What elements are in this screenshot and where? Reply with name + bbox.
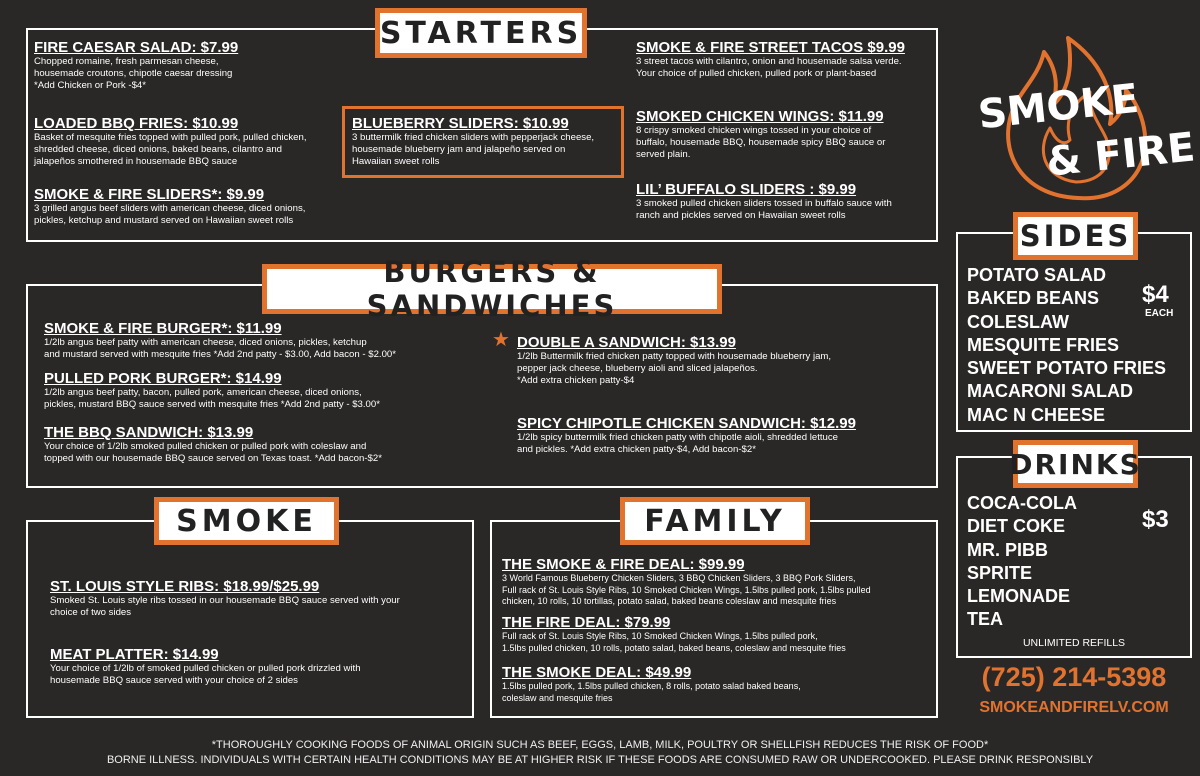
- menu-item: [44, 424, 484, 465]
- item-name: FIRE CAESAR SALAD: $7.99: [34, 39, 239, 56]
- starters-title: STARTERS: [375, 8, 587, 58]
- item-name: SMOKE & FIRE STREET TACOS $9.99: [636, 39, 905, 56]
- menu-item: [636, 108, 932, 161]
- menu-item: [517, 415, 927, 456]
- item-desc: 3 smoked pulled chicken sliders tossed in buffalo sauce with ranch and pickles served on Hawaiian sweet rolls: [636, 198, 892, 221]
- item-name: SMOKE & FIRE SLIDERS*: $9.99: [34, 186, 265, 203]
- disclaimer-line2: BORNE ILLNESS. INDIVIDUALS WITH CERTAIN HEALTH CONDITIONS MAY BE AT HIGHER RISK IF THESE FOODS ARE CONSUMED RAW OR UNDERCOOKED. PLEASE DRINK RESPONSIBLY: [106, 754, 1094, 766]
- item-desc: Your choice of 1/2lb of smoked pulled chicken or pulled pork drizzled with housemade BBQ sauce served with your choice of 2 sides: [50, 663, 361, 686]
- item-name: THE SMOKE & FIRE DEAL: $99.99: [502, 556, 745, 573]
- item-name: LOADED BBQ FRIES: $10.99: [34, 115, 239, 132]
- list-item: MACARONI SALAD: [967, 381, 1133, 402]
- item-name: THE FIRE DEAL: $79.99: [502, 614, 671, 631]
- menu-item: [50, 646, 460, 687]
- item-name: DOUBLE A SANDWICH: $13.99: [517, 334, 736, 351]
- disclaimer-line1: *THOROUGHLY COOKING FOODS OF ANIMAL ORIGIN SUCH AS BEEF, EGGS, LAMB, MILK, POULTRY OR SHELLFISH REDUCES THE RISK OF FOOD*: [211, 739, 989, 751]
- item-name: SMOKE & FIRE BURGER*: $11.99: [44, 320, 282, 337]
- menu-item: [44, 320, 484, 361]
- drinks-list: [967, 492, 1077, 632]
- sides-title: SIDES: [1013, 212, 1138, 260]
- drinks-price: $3: [1142, 506, 1169, 533]
- list-item: TEA: [967, 609, 1003, 630]
- sides-list: [967, 264, 1166, 427]
- list-item: MR. PIBB: [967, 539, 1048, 560]
- menu-item-featured: [342, 106, 624, 178]
- item-name: LIL’ BUFFALO SLIDERS : $9.99: [636, 181, 857, 198]
- item-desc: 3 World Famous Blueberry Chicken Sliders, 3 BBQ Chicken Sliders, 3 BBQ Pork Sliders, Full rack of St. Louis Style Ribs, 10 Smoked Chicken Wings, 1.5lbs pulled pork, 1.5lbs pulled chicken, 10 rolls, 10 tortillas, potato salad, baked beans coleslaw and mesquite fries: [502, 573, 871, 606]
- family-title: FAMILY: [620, 497, 810, 545]
- item-desc: 1/2lb Buttermilk fried chicken patty topped with housemade blueberry jam, pepper jack cheese, blueberry aioli and sliced jalapeños. *Add extra chicken patty-$4: [517, 351, 832, 386]
- menu-item: [34, 186, 344, 227]
- list-item: MAC N CHEESE: [967, 404, 1106, 425]
- menu-item: [34, 115, 344, 168]
- item-name: MEAT PLATTER: $14.99: [50, 646, 219, 663]
- item-desc: 3 street tacos with cilantro, onion and housemade salsa verde. Your choice of pulled chicken, pulled pork or plant-based: [636, 56, 902, 79]
- item-desc: Full rack of St. Louis Style Ribs, 10 Smoked Chicken Wings, 1.5lbs pulled pork, 1.5lbs pulled chicken, 10 rolls, potato salad, baked beans, coleslaw and mesquite fries: [502, 631, 846, 653]
- menu-item: [517, 334, 927, 387]
- logo-line2: & FIRE: [1044, 124, 1198, 186]
- item-desc: 1/2lb spicy buttermilk fried chicken patty with chipotle aioli, shredded lettuce and pickles. *Add extra chicken patty-$4, Add bacon-$2*: [517, 432, 839, 455]
- list-item: BAKED BEANS: [967, 288, 1100, 309]
- list-item: DIET COKE: [967, 516, 1066, 537]
- list-item: SPRITE: [967, 562, 1033, 583]
- item-name: SPICY CHIPOTLE CHICKEN SANDWICH: $12.99: [517, 415, 856, 432]
- menu-item: [502, 614, 934, 654]
- item-desc: Your choice of 1/2lb smoked pulled chicken or pulled pork with coleslaw and topped with our housemade BBQ sauce served on Texas toast. *Add bacon-$2*: [44, 441, 382, 464]
- menu-item: [44, 370, 484, 411]
- list-item: COLESLAW: [967, 311, 1069, 332]
- list-item: SWEET POTATO FRIES: [967, 358, 1167, 379]
- item-name: ST. LOUIS STYLE RIBS: $18.99/$25.99: [50, 578, 320, 595]
- list-item: COCA-COLA: [967, 493, 1077, 513]
- list-item: POTATO SALAD: [967, 265, 1106, 285]
- item-desc: Chopped romaine, fresh parmesan cheese, housemade croutons, chipotle caesar dressing *Add Chicken or Pork -$4*: [34, 56, 233, 91]
- item-desc: 1/2lb angus beef patty with american cheese, diced onions, pickles, ketchup and mustard served with mesquite fries *Add 2nd patty - $3.00, Add bacon - $2.00*: [44, 337, 396, 360]
- item-name: THE BBQ SANDWICH: $13.99: [44, 424, 254, 441]
- logo-line1: SMOKE: [976, 75, 1141, 139]
- website-link[interactable]: SMOKEANDFIRELV.COM: [979, 699, 1169, 716]
- list-item: LEMONADE: [967, 586, 1070, 607]
- menu-item: [502, 664, 934, 704]
- sides-each-label: EACH: [1145, 308, 1174, 319]
- menu-item: [636, 181, 932, 222]
- smoke-panel: [26, 520, 474, 718]
- item-desc: Smoked St. Louis style ribs tossed in our housemade BBQ sauce served with your choice of two sides: [50, 595, 400, 618]
- logo: [960, 12, 1198, 202]
- item-name: BLUEBERRY SLIDERS: $10.99: [352, 115, 569, 132]
- menu-item: [636, 39, 932, 80]
- item-desc: 1.5lbs pulled pork, 1.5lbs pulled chicken, 8 rolls, potato salad baked beans, coleslaw and mesquite fries: [502, 681, 801, 703]
- item-desc: 3 buttermilk fried chicken sliders with pepperjack cheese, housemade blueberry jam and jalapeño served on Hawaiian sweet rolls: [352, 132, 595, 167]
- refills-note: UNLIMITED REFILLS: [1022, 637, 1126, 649]
- item-desc: Basket of mesquite fries topped with pulled pork, pulled chicken, shredded cheese, diced onions, baked beans, cilantro and jalapeños smothered in housemade BBQ sauce: [34, 132, 307, 167]
- star-icon: ★: [492, 329, 510, 351]
- item-name: PULLED PORK BURGER*: $14.99: [44, 370, 282, 387]
- menu-item: [50, 578, 460, 619]
- sides-price: $4: [1142, 281, 1169, 308]
- list-item: MESQUITE FRIES: [967, 334, 1120, 355]
- item-desc: 8 crispy smoked chicken wings tossed in your choice of buffalo, housemade BBQ, housemade spicy BBQ sauce or served plain.: [636, 125, 886, 160]
- item-desc: 1/2lb angus beef patty, bacon, pulled pork, american cheese, diced onions, pickles, mustard BBQ sauce served with mesquite fries *Add 2nd patty - $3.00*: [44, 387, 380, 410]
- item-name: THE SMOKE DEAL: $49.99: [502, 664, 692, 681]
- phone-number[interactable]: (725) 214-5398: [981, 662, 1167, 692]
- burgers-title: BURGERS & SANDWICHES: [262, 264, 722, 314]
- drinks-title: DRINKS: [1013, 440, 1138, 488]
- item-desc: 3 grilled angus beef sliders with american cheese, diced onions, pickles, ketchup and mustard served on Hawaiian sweet rolls: [34, 203, 306, 226]
- menu-item: [502, 556, 934, 608]
- smoke-title: SMOKE: [154, 497, 339, 545]
- menu-item: [34, 39, 334, 92]
- item-name: SMOKED CHICKEN WINGS: $11.99: [636, 108, 884, 125]
